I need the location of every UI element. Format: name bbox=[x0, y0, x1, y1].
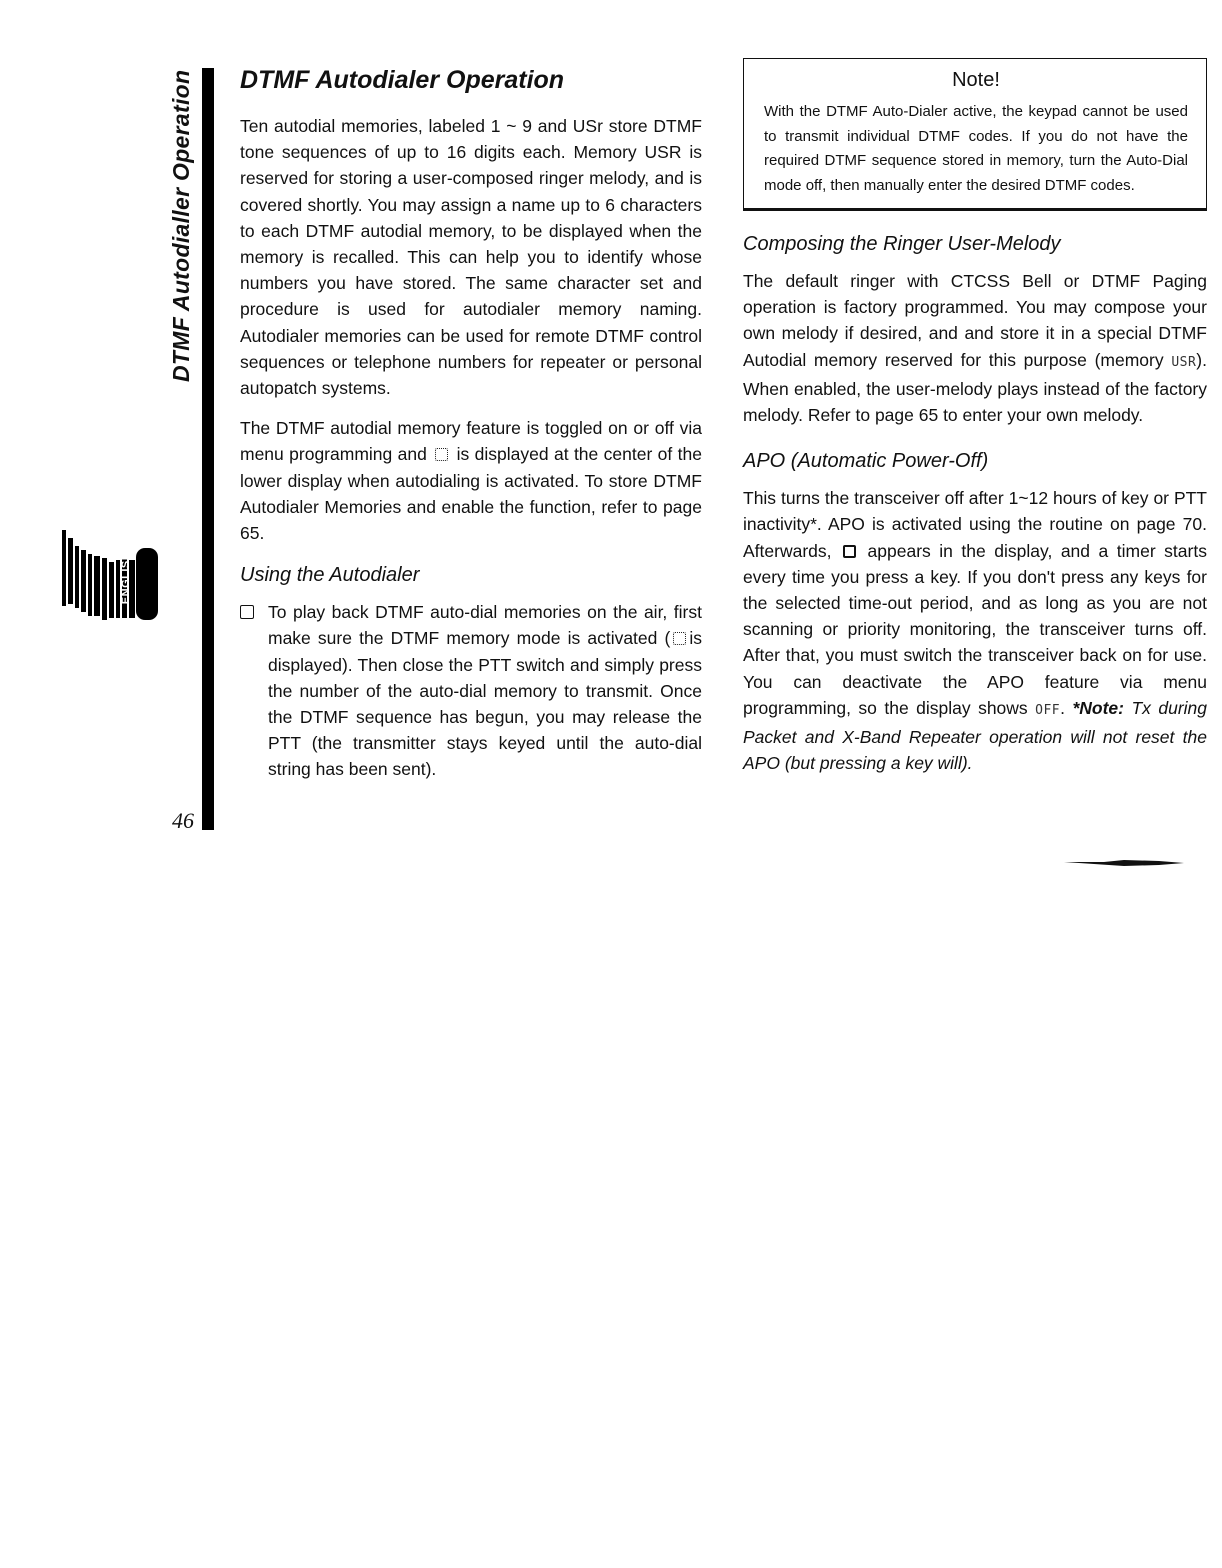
lcd-off-display: OFF bbox=[1035, 702, 1061, 718]
page-number: 46 bbox=[172, 808, 194, 833]
toggle-text-a: The DTMF autodial memory feature is toggled on or off via menu programming and bbox=[240, 418, 702, 465]
apo-text-a: This turns the transceiver off after 1~12 hours of key or PTT inactivity*. APO is activated using the routine on page 70. Afterwards, bbox=[743, 488, 1207, 561]
language-tab bbox=[62, 520, 158, 620]
apo-text-b: appears in the display, and a timer starts every time you press a key. If you don't press any keys for the selected time-out period, and as long as you are not scanning or priority monitoring, the transceiver turns off. After that, you must switch the transceiver back on for use. You can deactivate the APO feature via menu programming, so the display shows bbox=[743, 540, 1207, 718]
note-title: Note! bbox=[952, 69, 1000, 91]
apo-paragraph: This turns the transceiver off after 1~12 hours of key or PTT inactivity*. APO is activated using the routine on page 70. Afterwards, appears in the display, and a timer starts every time you press a key. If you don't press any keys for the selected time-out period, and as long as you are not scanning or priority monitoring, the transceiver turns off. After that, you must switch the transceiver back on for use. You can deactivate the APO feature via menu programming, so the display shows OFF. *Note: Tx during Packet and X-Band Repeater operation will not reset the APO (but pressing a key will). bbox=[743, 488, 1207, 774]
toggle-paragraph bbox=[240, 415, 702, 546]
using-heading: Using the Autodialer bbox=[240, 564, 420, 587]
apo-note-label: *Note: bbox=[1072, 697, 1124, 718]
right-column bbox=[743, 58, 1207, 776]
tab-marker-graphic bbox=[62, 520, 158, 620]
apo-clock-icon bbox=[843, 545, 856, 558]
note-text: With the DTMF Auto-Dialer active, the keypad cannot be used to transmit individual DTMF codes. If you do not have the required DTMF sequence stored in memory, turn the Auto-Dial mode off, then manually enter the desired DTMF codes. bbox=[764, 103, 1188, 194]
dtmf-lcd-icon bbox=[673, 632, 686, 645]
margin-bar bbox=[202, 68, 214, 830]
lcd-usr-display: USR bbox=[1171, 354, 1197, 370]
ringer-text-b: ). When enabled, the user-melody plays instead of the factory melody. Refer to page 65 to enter your own melody. bbox=[743, 349, 1207, 426]
language-label: ENGLISH bbox=[120, 551, 132, 605]
scan-artifact-mark bbox=[1064, 859, 1184, 867]
using-bullet bbox=[240, 599, 702, 782]
toggle-text-b: is displayed at the center of the lower display when autodialing is activated. To store DTMF Autodialer Memories and enable the function, refer to page 65. bbox=[240, 444, 702, 544]
using-bullet-text bbox=[268, 599, 702, 782]
using-text-a: To play back DTMF auto-dial memories on the air, first make sure the DTMF memory mode is activated ( bbox=[268, 602, 702, 649]
ringer-heading: Composing the Ringer User-Melody bbox=[743, 233, 1061, 255]
dtmf-lcd-icon bbox=[435, 448, 448, 461]
intro-paragraph: Ten autodial memories, labeled 1 ~ 9 and USr store DTMF tone sequences of up to 16 digits each. Memory USR is reserved for storing a user-composed ringer melody, and is covered shortly. You may assign a name up to 6 characters to each DTMF autodial memory, to be displayed when the memory is recalled. This can help you to identify whose numbers you have stored. The same character set and procedure is used for autodialer memory naming. Autodialer memories can be used for remote DTMF control sequences or telephone numbers for repeater or personal autopatch systems. bbox=[240, 116, 702, 399]
checkbox-icon bbox=[240, 605, 254, 619]
page-title: DTMF Autodialer Operation bbox=[240, 66, 565, 94]
side-section-title: DTMF Autodialler Operation bbox=[168, 69, 194, 382]
apo-heading: APO (Automatic Power-Off) bbox=[743, 450, 989, 473]
using-text-b: is displayed). Then close the PTT switch and simply press the number of the auto-dial memory to transmit. Once the DTMF sequence has begun, you may release the PTT (the transmitter stays keyed until the auto-dial string has been sent). bbox=[268, 628, 702, 780]
ringer-paragraph bbox=[743, 268, 1207, 428]
note-box bbox=[743, 58, 1207, 211]
left-column bbox=[240, 66, 702, 783]
apo-note-text: Tx during Packet and X-Band Repeater operation will not reset the APO (but pressing a key will). bbox=[743, 697, 1207, 774]
ringer-text-a: The default ringer with CTCSS Bell or DTMF Paging operation is factory programmed. You may compose your own melody if desired, and and store it in a special DTMF Autodial memory reserved for this purpose (memory bbox=[743, 271, 1207, 370]
